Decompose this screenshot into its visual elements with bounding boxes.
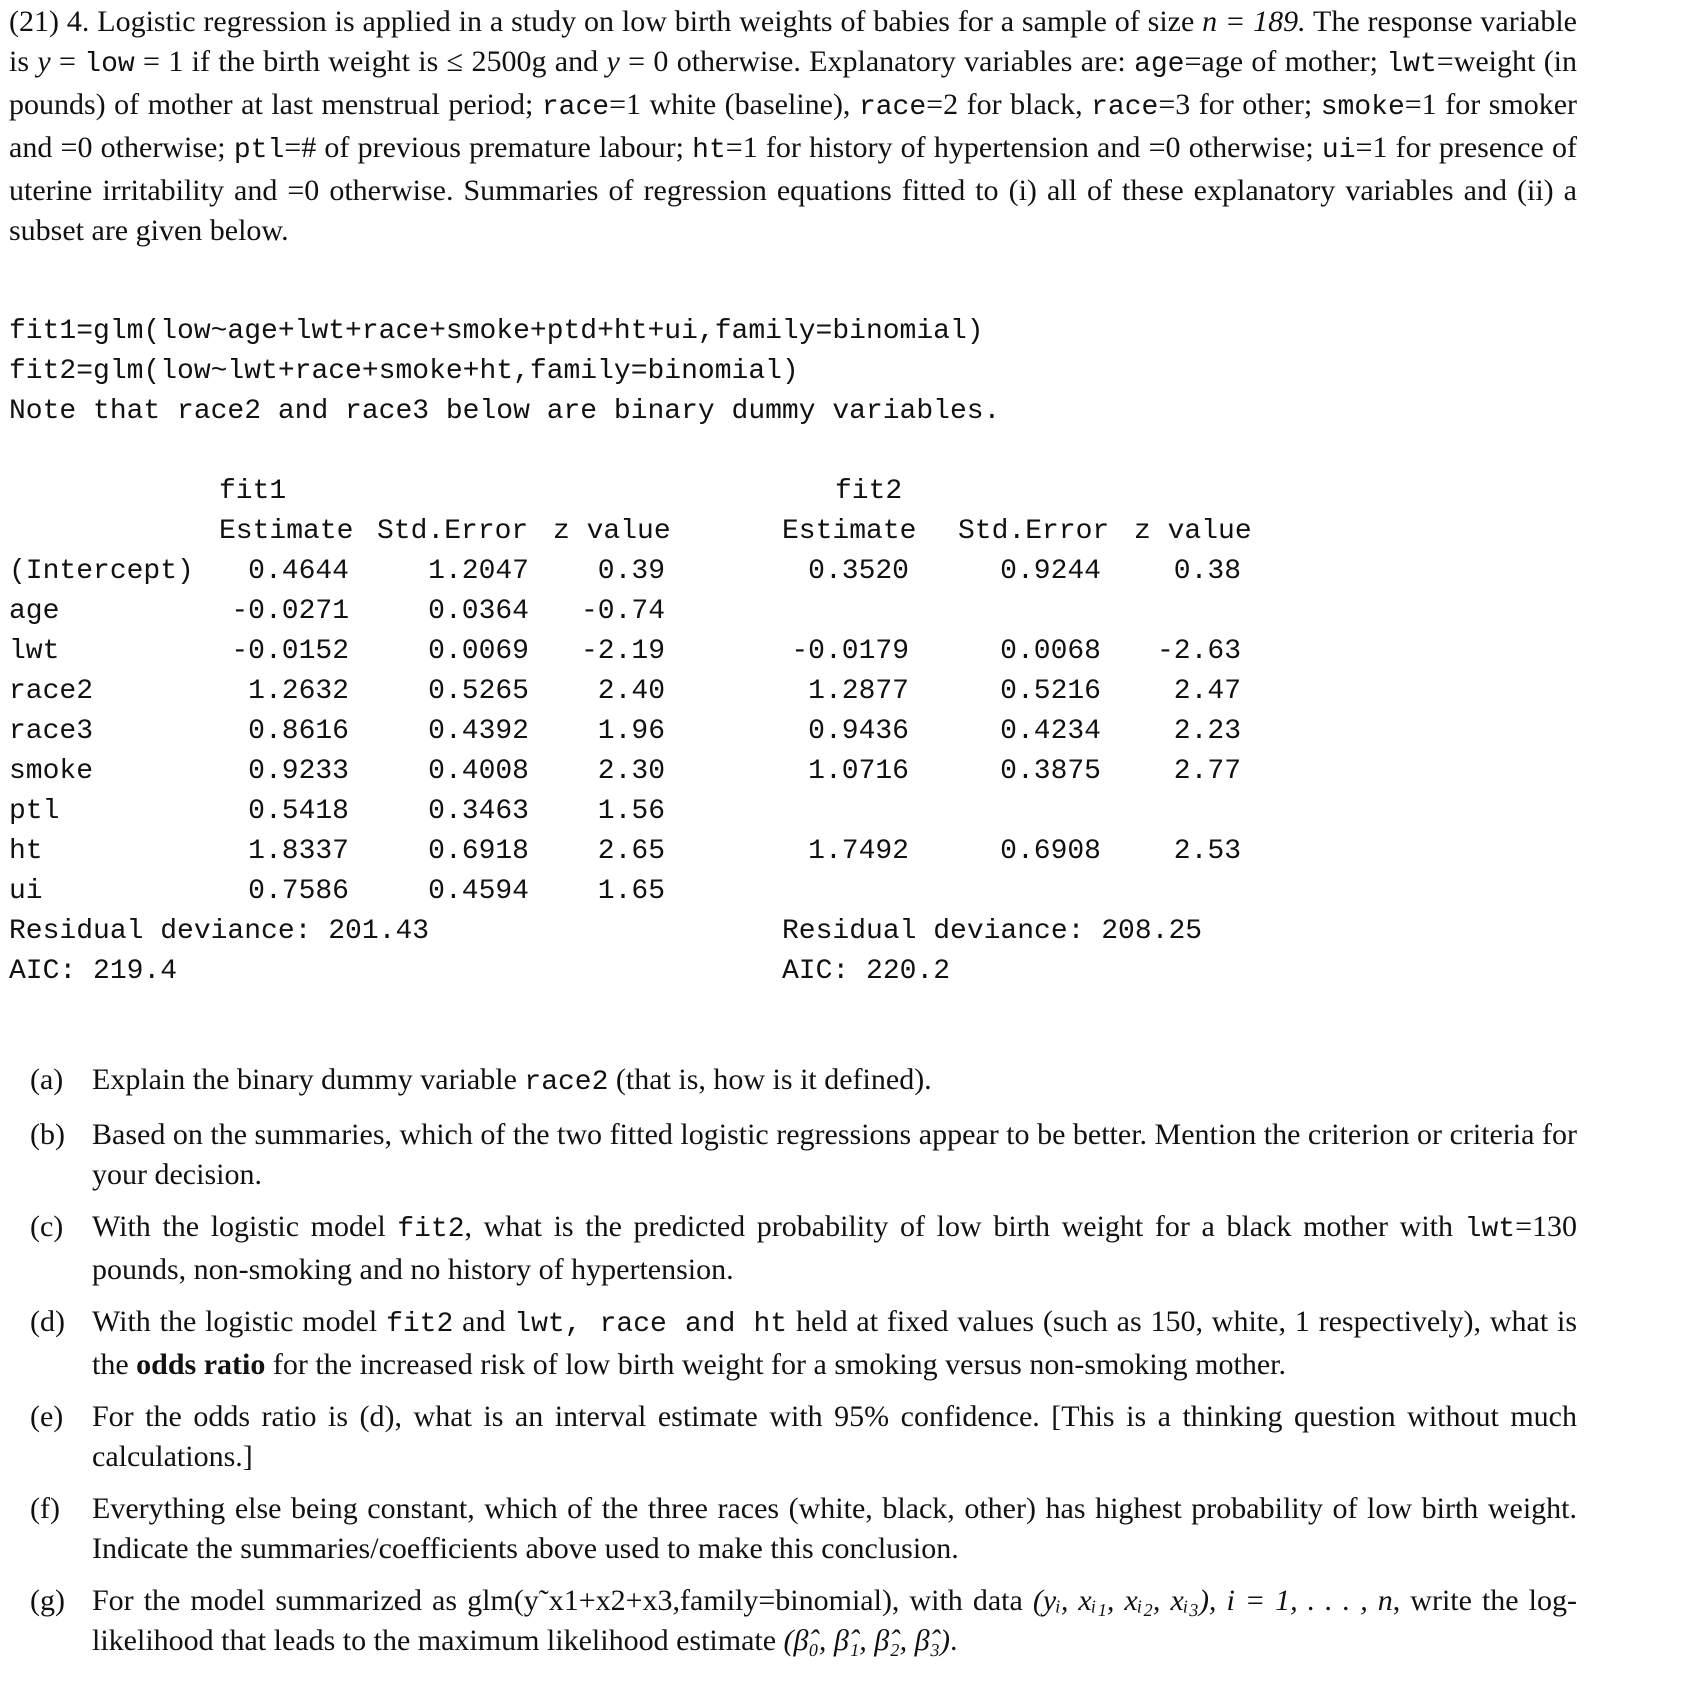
- fit2-zvalue: 2.23: [1173, 716, 1241, 747]
- fit1-estimate: -0.0152: [231, 636, 349, 667]
- fit2-residual-deviance: Residual deviance: 208.25: [782, 916, 1203, 947]
- question-b: (b) Based on the summaries, which of the two fitted logistic regressions appear to be better. Mention the criterion or criteria for your decision.: [30, 1118, 1577, 1191]
- fit2-zvalue: 2.77: [1173, 756, 1241, 787]
- question-d: (d) With the logistic model fit2 and lwt, race and ht held at fixed values (such as 150, white, 1 respectively), what is the odds ratio for the increased risk of low birth weight for a smoking versus non-smoking mother.: [30, 1305, 1578, 1381]
- code-block: [9, 312, 1000, 432]
- fit1-zvalue: 1.65: [597, 876, 665, 907]
- fit1-header-stderror: Std.Error: [377, 516, 529, 547]
- fit1-estimate: -0.0271: [231, 596, 349, 627]
- fit1-stderror: 1.2047: [428, 556, 529, 587]
- fit1-zvalue: 1.96: [597, 716, 665, 747]
- n-equation: n = 189.: [1202, 5, 1306, 38]
- fit2-estimate: 1.2877: [808, 676, 909, 707]
- fit1-stderror: 0.4392: [428, 716, 529, 747]
- fit1-header-estimate: Estimate: [219, 516, 354, 547]
- fit1-estimate: 0.4644: [248, 556, 349, 587]
- table-row: [9, 672, 1409, 712]
- fit1-estimate: 1.2632: [248, 676, 349, 707]
- table-row: [9, 872, 1409, 912]
- fit2-header-estimate: Estimate: [782, 516, 917, 547]
- fit1-estimate: 0.7586: [248, 876, 349, 907]
- fit2-estimate: 1.0716: [808, 756, 909, 787]
- question-list: [30, 1060, 1577, 1673]
- row-label: ptl: [9, 796, 60, 827]
- fit1-zvalue: 0.39: [597, 556, 665, 587]
- row-label: (Intercept): [9, 556, 194, 587]
- fit2-estimate: 0.9436: [808, 716, 909, 747]
- code-note: Note that race2 and race3 below are binary dummy variables.: [9, 396, 1001, 427]
- fit1-estimate: 0.8616: [248, 716, 349, 747]
- fit2-header-zvalue: z value: [1134, 516, 1252, 547]
- table-row: [9, 632, 1409, 672]
- fit2-zvalue: 2.53: [1173, 836, 1241, 867]
- row-label: smoke: [9, 756, 94, 787]
- row-label: race3: [9, 716, 94, 747]
- fit1-stderror: 0.4008: [428, 756, 529, 787]
- fit1-aic: AIC: 219.4: [9, 956, 178, 987]
- question-a: (a) Explain the binary dummy variable race2 (that is, how is it defined).: [30, 1063, 932, 1098]
- fit1-zvalue: 2.65: [597, 836, 665, 867]
- fit1-estimate: 0.5418: [248, 796, 349, 827]
- question-e: (e) For the odds ratio is (d), what is an interval estimate with 95% confidence. [This is a thinking question without much calculations.]: [30, 1400, 1577, 1473]
- resdev-row: [9, 912, 1409, 952]
- fit1-estimate: 0.9233: [248, 756, 349, 787]
- fit1-stderror: 0.0364: [428, 596, 529, 627]
- header-row: [9, 512, 1409, 552]
- fit2-estimate: 1.7492: [808, 836, 909, 867]
- table-row: [9, 592, 1409, 632]
- fit1-zvalue: 2.40: [597, 676, 665, 707]
- question-g: (g) For the model summarized as glm(y˜x1+x2+x3,family=binomial), with data (yᵢ, xᵢ₁, xᵢ₂, xᵢ₃), i = 1, . . . , n, write the log-likelihood that leads to the maximum likelihood estimate (β̂₀, β̂₁, β̂₂, β̂₃).: [30, 1584, 1577, 1657]
- table-row: [9, 752, 1409, 792]
- fit1-stderror: 0.6918: [428, 836, 529, 867]
- fit1-estimate: 1.8337: [248, 836, 349, 867]
- question-c: (c) With the logistic model fit2, what is the predicted probability of low birth weight for a black mother with lwt=130 pounds, non-smoking and no history of hypertension.: [30, 1210, 1577, 1286]
- table-row: [9, 712, 1409, 752]
- table-row: [9, 552, 1409, 592]
- table-row: [9, 832, 1409, 872]
- fit2-title: fit2: [835, 476, 903, 507]
- fit1-stderror: 0.0069: [428, 636, 529, 667]
- fit2-zvalue: 2.47: [1173, 676, 1241, 707]
- fit1-zvalue: -2.19: [580, 636, 665, 667]
- fit2-stderror: 0.6908: [1000, 836, 1101, 867]
- question-intro: (21) 4. Logistic regression is applied in a study on low birth weights of babies for a sample of size n = 189. The response variable is y = low = 1 if the birth weight is ≤ 2500g and y = 0 otherwise. Explanatory variables are: age=age of mother; lwt=weight (in pounds) of mother at last menstrual period; race=1 white (baseline), race=2 for black, race=3 for other; smoke=1 for smoker and =0 otherwise; ptl=# of previous premature labour; ht=1 for history of hypertension and =0 otherwise; ui=1 for presence of uterine irritability and =0 otherwise. Summaries of regression equations fitted to (i) all of these explanatory variables and (ii) a subset are given below.: [9, 5, 1578, 247]
- fit2-stderror: 0.5216: [1000, 676, 1101, 707]
- row-label: lwt: [9, 636, 60, 667]
- question-f: (f) Everything else being constant, which of the three races (white, black, other) has highest probability of low birth weight. Indicate the summaries/coefficients above used to make this conclusion.: [30, 1492, 1577, 1565]
- fit2-stderror: 0.4234: [1000, 716, 1101, 747]
- fit2-zvalue: -2.63: [1156, 636, 1241, 667]
- fit-title-row: [9, 472, 1409, 512]
- fit2-estimate: 0.3520: [808, 556, 909, 587]
- fit1-zvalue: 1.56: [597, 796, 665, 827]
- fit2-stderror: 0.9244: [1000, 556, 1101, 587]
- fit1-zvalue: -0.74: [580, 596, 665, 627]
- fit2-stderror: 0.0068: [1000, 636, 1101, 667]
- fit1-residual-deviance: Residual deviance: 201.43: [9, 916, 430, 947]
- fit2-stderror: 0.3875: [1000, 756, 1101, 787]
- fit1-stderror: 0.3463: [428, 796, 529, 827]
- row-label: ht: [9, 836, 43, 867]
- fit2-zvalue: 0.38: [1173, 556, 1241, 587]
- row-label: age: [9, 596, 60, 627]
- code-line-fit2: fit2=glm(low~lwt+race+smoke+ht,family=binomial): [9, 356, 799, 387]
- code-line-fit1: fit1=glm(low~age+lwt+race+smoke+ptd+ht+ui,family=binomial): [9, 316, 984, 347]
- row-label: ui: [9, 876, 43, 907]
- fit1-title: fit1: [219, 476, 287, 507]
- fit2-header-stderror: Std.Error: [958, 516, 1110, 547]
- fit1-stderror: 0.4594: [428, 876, 529, 907]
- table-row: [9, 792, 1409, 832]
- fit1-header-zvalue: z value: [553, 516, 671, 547]
- aic-row: [9, 952, 1409, 992]
- row-label: race2: [9, 676, 94, 707]
- fit1-zvalue: 2.30: [597, 756, 665, 787]
- fit2-estimate: -0.0179: [791, 636, 909, 667]
- fit2-aic: AIC: 220.2: [782, 956, 951, 987]
- fit1-stderror: 0.5265: [428, 676, 529, 707]
